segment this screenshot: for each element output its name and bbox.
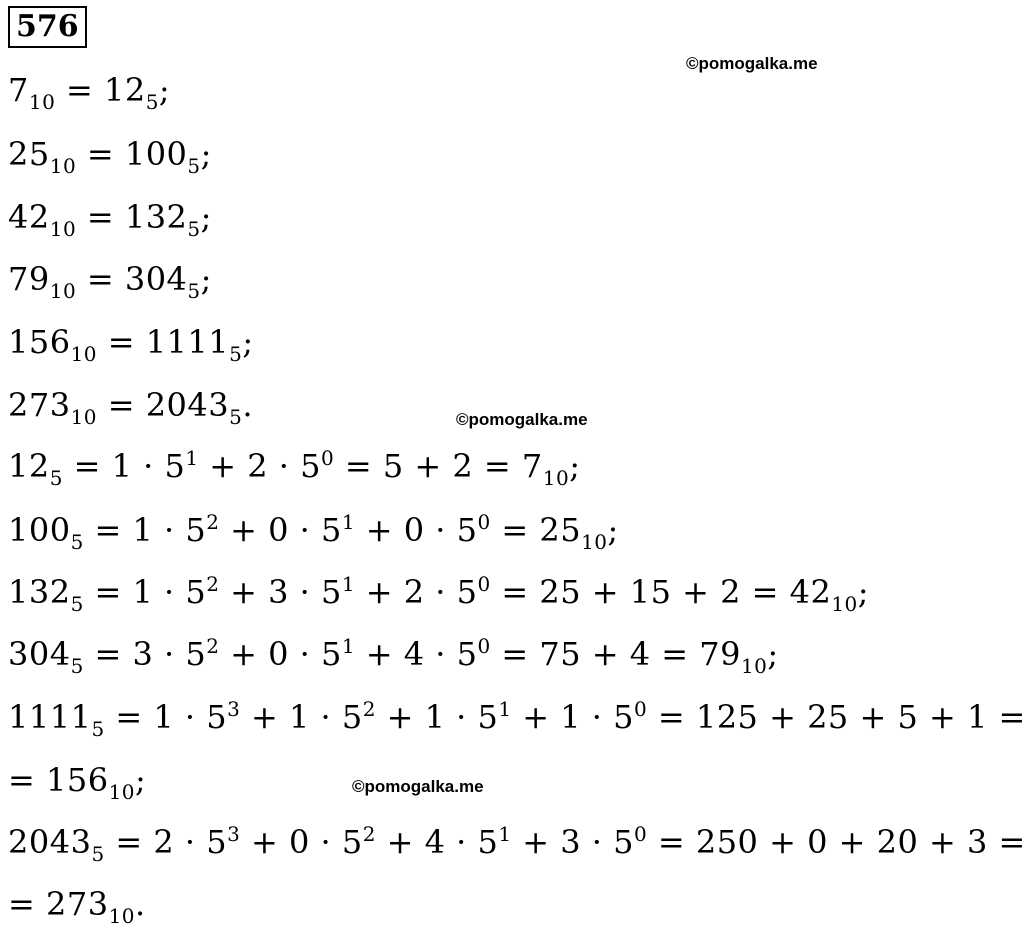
subscript: 10 — [740, 654, 768, 678]
subscript: 5 — [70, 654, 84, 678]
equation-line — [8, 760, 147, 804]
superscript: 3 — [227, 822, 241, 846]
equation-line — [8, 197, 212, 241]
subscript: 5 — [91, 717, 105, 741]
equation-text: = 2 · 5 — [104, 823, 228, 861]
equation-text: ; — [158, 71, 171, 109]
watermark-2: ©pomogalka.me — [456, 410, 588, 429]
equation-text: = 304 — [76, 260, 188, 298]
equation-text: ; — [767, 635, 779, 673]
equation-line — [8, 822, 1026, 866]
equation-text: + 1 · 5 — [511, 698, 634, 736]
subscript: 10 — [49, 279, 77, 303]
equation-text: 12 — [8, 447, 50, 485]
equation-text: = 25 — [490, 511, 582, 549]
equation-line — [8, 322, 254, 366]
equation-text: ; — [569, 447, 581, 485]
superscript: 2 — [362, 697, 376, 721]
superscript: 1 — [341, 572, 356, 596]
equation-text: = 1 · 5 — [62, 447, 186, 485]
equation-text: ; — [200, 198, 212, 236]
equation-text: = 125 + 25 + 5 + 1 = — [647, 698, 1026, 736]
equation-text: 42 — [8, 198, 50, 236]
equation-text: 2043 — [8, 823, 92, 861]
equation-text: + 2 · 5 — [355, 573, 478, 611]
equation-line — [8, 634, 779, 678]
equation-text: + 0 · 5 — [355, 511, 478, 549]
equation-line — [8, 446, 581, 490]
superscript: 0 — [477, 634, 491, 658]
equation-line — [8, 70, 171, 114]
subscript: 10 — [108, 904, 136, 928]
subscript: 10 — [70, 405, 98, 429]
equation-text: + 2 · 5 — [198, 447, 321, 485]
superscript: 1 — [341, 510, 356, 534]
equation-text: 1111 — [8, 698, 92, 736]
equation-text: = 250 + 0 + 20 + 3 = — [647, 823, 1026, 861]
subscript: 5 — [187, 154, 201, 178]
equation-text: = 2043 — [97, 386, 230, 424]
equation-text: + 4 · 5 — [375, 823, 499, 861]
superscript: 2 — [362, 822, 376, 846]
equation-text: + 0 · 5 — [219, 635, 342, 673]
equation-text: = 156 — [8, 761, 109, 799]
equation-line — [8, 134, 212, 178]
equation-text: = 1 · 5 — [104, 698, 228, 736]
subscript: 10 — [108, 780, 136, 804]
superscript: 0 — [477, 572, 491, 596]
equation-text: = 132 — [76, 198, 188, 236]
equation-text: = 1 · 5 — [83, 573, 207, 611]
equation-line — [8, 259, 212, 303]
subscript: 5 — [70, 592, 84, 616]
equation-text: + 0 · 5 — [219, 511, 342, 549]
subscript: 10 — [70, 342, 98, 366]
watermark-3: ©pomogalka.me — [352, 777, 484, 796]
equation-text: 100 — [8, 511, 71, 549]
superscript: 1 — [185, 446, 199, 470]
equation-text: + 4 · 5 — [355, 635, 478, 673]
subscript: 5 — [91, 842, 105, 866]
subscript: 5 — [70, 530, 84, 554]
superscript: 0 — [633, 697, 648, 721]
equation-text: 79 — [8, 260, 50, 298]
equation-text: 304 — [8, 635, 71, 673]
equation-text: ; — [857, 573, 870, 611]
equation-text: 7 — [8, 71, 29, 109]
equation-text: ; — [200, 135, 212, 173]
superscript: 3 — [227, 697, 241, 721]
subscript: 5 — [229, 405, 243, 429]
equation-text: ; — [200, 260, 212, 298]
superscript: 0 — [320, 446, 335, 470]
equation-text: 25 — [8, 135, 50, 173]
equation-text: ; — [242, 323, 254, 361]
superscript: 1 — [341, 634, 356, 658]
superscript: 2 — [206, 572, 220, 596]
equation-text: = 75 + 4 = 79 — [490, 635, 741, 673]
problem-number: 576 — [8, 6, 87, 48]
equation-text: 156 — [8, 323, 71, 361]
equation-text: . — [242, 386, 254, 424]
superscript: 0 — [633, 822, 648, 846]
superscript: 0 — [477, 510, 491, 534]
equation-text: ; — [135, 761, 147, 799]
subscript: 5 — [187, 279, 201, 303]
equation-text: = 273 — [8, 885, 109, 923]
subscript: 5 — [49, 466, 63, 490]
equation-line — [8, 510, 619, 554]
equation-text: = 100 — [76, 135, 188, 173]
superscript: 1 — [498, 822, 512, 846]
equation-text: 273 — [8, 386, 71, 424]
equation-text: + 1 · 5 — [240, 698, 363, 736]
subscript: 10 — [28, 90, 56, 114]
equation-line — [8, 572, 870, 616]
equation-text: + 0 · 5 — [240, 823, 363, 861]
equation-line — [8, 884, 146, 928]
subscript: 5 — [187, 217, 201, 241]
subscript: 10 — [581, 530, 608, 554]
equation-text: = 5 + 2 = 7 — [334, 447, 543, 485]
equation-text: = 1 · 5 — [83, 511, 207, 549]
equation-text: + 3 · 5 — [219, 573, 342, 611]
equation-text: 132 — [8, 573, 71, 611]
equation-text: = 12 — [55, 71, 146, 109]
equation-text: + 1 · 5 — [375, 698, 499, 736]
watermark-1: ©pomogalka.me — [686, 54, 818, 73]
superscript: 1 — [498, 697, 512, 721]
equation-text: ; — [607, 511, 619, 549]
equation-text: = 25 + 15 + 2 = 42 — [490, 573, 832, 611]
subscript: 5 — [229, 342, 243, 366]
superscript: 2 — [206, 634, 220, 658]
subscript: 10 — [542, 466, 570, 490]
subscript: 5 — [145, 90, 159, 114]
subscript: 10 — [831, 592, 858, 616]
equation-line — [8, 697, 1026, 741]
equation-line — [8, 385, 254, 429]
equation-text: + 3 · 5 — [511, 823, 634, 861]
subscript: 10 — [49, 217, 77, 241]
subscript: 10 — [49, 154, 77, 178]
superscript: 2 — [206, 510, 220, 534]
equation-text: = 1111 — [97, 323, 230, 361]
equation-text: = 3 · 5 — [83, 635, 207, 673]
equation-text: . — [135, 885, 146, 923]
